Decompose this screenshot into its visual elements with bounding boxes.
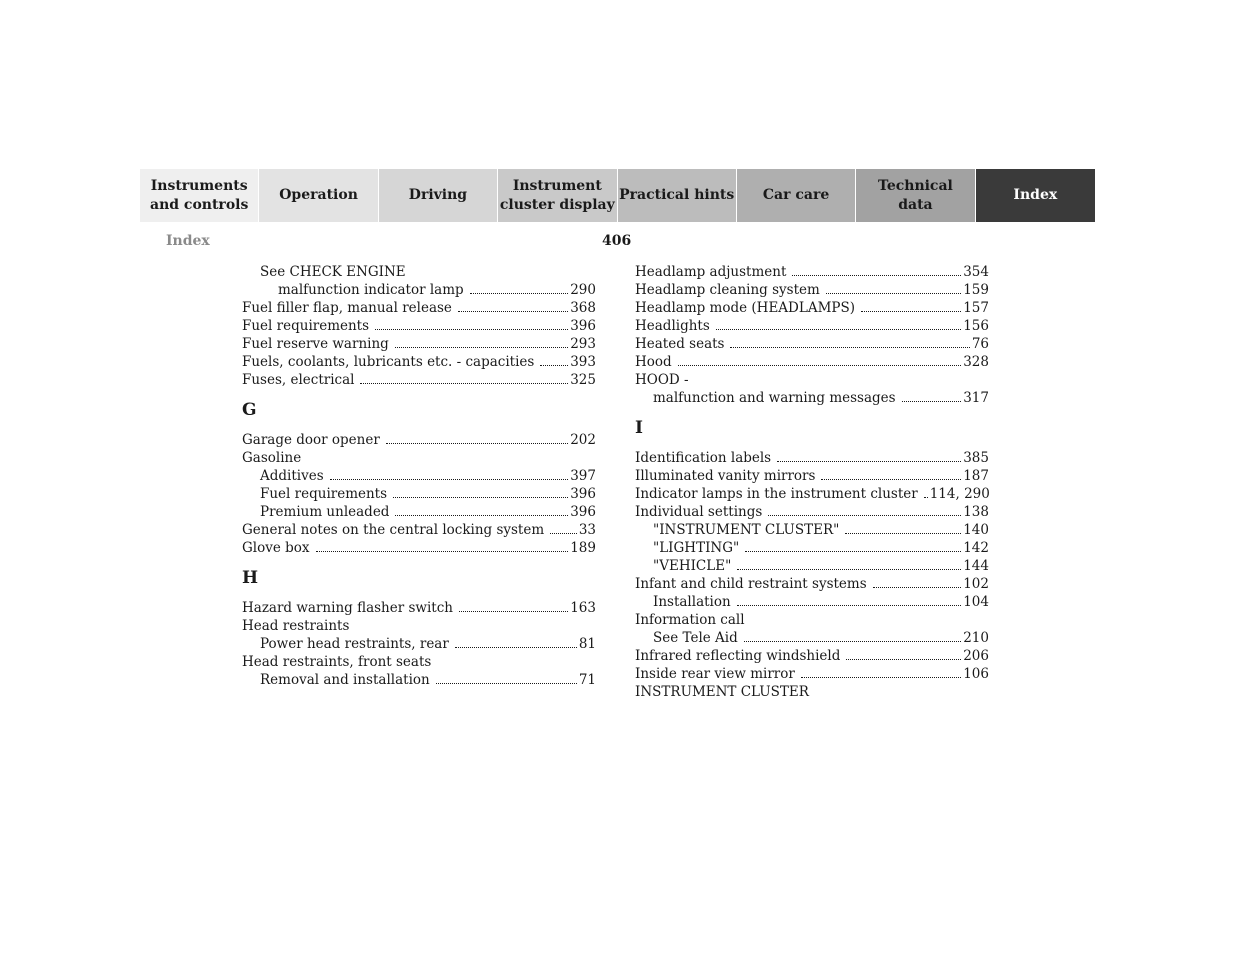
index-entry-text: Heated seats — [635, 336, 725, 352]
index-page-number[interactable]: 76 — [971, 336, 989, 352]
index-entry-text: Head restraints — [242, 618, 350, 634]
index-page-number[interactable]: 293 — [570, 336, 596, 352]
index-page-number[interactable]: 114, 290 — [929, 486, 990, 502]
dot-leader — [730, 334, 969, 348]
dot-leader — [902, 388, 962, 402]
index-page-number[interactable]: 33 — [578, 522, 596, 538]
index-page-number[interactable]: 144 — [963, 558, 989, 574]
dot-leader — [395, 334, 568, 348]
index-entry-text: Headlamp cleaning system — [635, 282, 820, 298]
index-entry-text: Headlamp mode (HEADLAMPS) — [635, 300, 856, 316]
dot-leader — [540, 352, 568, 366]
dot-leader — [845, 520, 961, 534]
index-entry[interactable] — [635, 593, 989, 611]
index-entry-text: Illuminated vanity mirrors — [635, 468, 816, 484]
index-entry-text: Identification labels — [635, 450, 772, 466]
tab-label: Operation — [279, 187, 358, 203]
index-entry-text: Premium unleaded — [260, 504, 390, 520]
index-entry[interactable] — [242, 353, 596, 371]
index-entry[interactable] — [242, 671, 596, 689]
dot-leader — [801, 664, 961, 678]
dot-leader — [821, 466, 961, 480]
dot-leader — [455, 634, 577, 648]
index-entry-text: malfunction indicator lamp — [278, 282, 464, 298]
index-heading — [242, 617, 596, 635]
index-page-number[interactable]: 325 — [570, 372, 596, 388]
index-entry-text: Hazard warning flasher switch — [242, 600, 453, 616]
dot-leader — [745, 538, 961, 552]
index-page-number[interactable]: 397 — [570, 468, 596, 484]
dot-leader — [768, 502, 961, 516]
dot-leader — [861, 298, 961, 312]
index-entry[interactable] — [635, 263, 989, 281]
index-entry-text: See Tele Aid — [653, 630, 738, 646]
index-entry[interactable] — [635, 299, 989, 317]
index-heading — [635, 611, 989, 629]
index-entry[interactable] — [635, 521, 989, 539]
index-entry[interactable] — [242, 299, 596, 317]
index-page-number[interactable]: 71 — [578, 672, 596, 688]
index-heading — [242, 449, 596, 467]
dot-leader — [458, 298, 568, 312]
index-entry-text: Hood — [635, 354, 672, 370]
index-entry-text: INSTRUMENT CLUSTER — [635, 684, 809, 700]
index-entry-text: See CHECK ENGINE — [260, 264, 406, 280]
index-page-number[interactable]: 396 — [570, 504, 596, 520]
index-page-number[interactable]: 206 — [963, 648, 989, 664]
index-page-number[interactable]: 189 — [570, 540, 596, 556]
tab-label: Instruments and controls — [150, 177, 249, 213]
index-entry-text: Fuel requirements — [260, 486, 388, 502]
index-page-number[interactable]: 157 — [963, 300, 989, 316]
index-entry-text: Inside rear view mirror — [635, 666, 795, 682]
tab-instrument-cluster-display[interactable] — [498, 169, 617, 222]
dot-leader — [395, 502, 568, 516]
index-entry[interactable] — [635, 353, 989, 371]
index-entry[interactable] — [635, 503, 989, 521]
index-entry[interactable] — [242, 599, 596, 617]
dot-leader — [470, 280, 569, 294]
tab-label: Index — [1013, 187, 1058, 203]
index-letter-heading: G — [242, 400, 257, 420]
index-entry-text: Fuel filler flap, manual release — [242, 300, 452, 316]
dot-leader — [792, 262, 961, 276]
tab-driving[interactable] — [379, 169, 498, 222]
index-letter-heading: H — [242, 568, 259, 588]
dot-leader — [924, 484, 928, 498]
index-page-number[interactable]: 159 — [963, 282, 989, 298]
index-page-number[interactable]: 385 — [963, 450, 989, 466]
dot-leader — [436, 670, 577, 684]
index-entry[interactable] — [635, 575, 989, 593]
index-entry[interactable] — [635, 665, 989, 683]
index-entry-text: Glove box — [242, 540, 310, 556]
index-entry-text: Infrared reflecting windshield — [635, 648, 841, 664]
tab-technical-data[interactable] — [856, 169, 975, 222]
dot-leader — [550, 520, 577, 534]
tab-label: Car care — [762, 187, 830, 203]
index-entry[interactable] — [635, 647, 989, 665]
dot-leader — [360, 370, 568, 384]
index-entry[interactable] — [635, 449, 989, 467]
index-entry[interactable] — [242, 335, 596, 353]
index-entry-text: Headlamp adjustment — [635, 264, 787, 280]
index-entry-text: HOOD - — [635, 372, 689, 388]
index-entry-text: Fuels, coolants, lubricants etc. - capacities — [242, 354, 535, 370]
index-entry-text: General notes on the central locking system — [242, 522, 545, 538]
index-entry[interactable] — [242, 431, 596, 449]
index-page-number[interactable]: 106 — [963, 666, 989, 682]
dot-leader — [459, 598, 568, 612]
dot-leader — [330, 466, 569, 480]
tab-label: Instrument cluster display — [499, 177, 615, 213]
dot-leader — [846, 646, 961, 660]
index-entry[interactable] — [635, 539, 989, 557]
index-page-number[interactable]: 328 — [963, 354, 989, 370]
index-page-number[interactable]: 354 — [963, 264, 989, 280]
dot-leader — [375, 316, 568, 330]
index-entry[interactable] — [635, 389, 989, 407]
index-page-number[interactable]: 210 — [963, 630, 989, 646]
index-page-number[interactable]: 368 — [570, 300, 596, 316]
index-entry-text: Head restraints, front seats — [242, 654, 432, 670]
index-page-number[interactable]: 156 — [963, 318, 989, 334]
index-page-number[interactable]: 140 — [963, 522, 989, 538]
index-page-number[interactable]: 396 — [570, 486, 596, 502]
index-entry[interactable] — [242, 635, 596, 653]
page-number: 406 — [602, 233, 632, 249]
index-entry[interactable] — [242, 467, 596, 485]
index-page-number[interactable]: 81 — [578, 636, 596, 652]
index-entry[interactable] — [242, 281, 596, 299]
index-entry-text: "INSTRUMENT CLUSTER" — [653, 522, 840, 538]
index-entry[interactable] — [242, 371, 596, 389]
index-heading — [635, 371, 989, 389]
index-entry-text: Additives — [260, 468, 324, 484]
dot-leader — [777, 448, 961, 462]
index-page-number[interactable]: 104 — [963, 594, 989, 610]
index-entry-text: Fuel reserve warning — [242, 336, 389, 352]
index-entry-text: Indicator lamps in the instrument cluster — [635, 486, 918, 502]
index-column-left — [242, 263, 596, 689]
index-entry[interactable] — [635, 557, 989, 575]
index-entry-text: Installation — [653, 594, 731, 610]
index-page-number[interactable]: 202 — [570, 432, 596, 448]
dot-leader — [737, 556, 961, 570]
index-page-number[interactable]: 187 — [963, 468, 989, 484]
dot-leader — [826, 280, 961, 294]
index-entry[interactable] — [242, 521, 596, 539]
index-entry[interactable] — [635, 485, 989, 503]
index-entry[interactable] — [635, 317, 989, 335]
index-page-number[interactable]: 317 — [963, 390, 989, 406]
tab-label: Technical data — [878, 177, 953, 213]
dot-leader — [393, 484, 568, 498]
section-tab-bar — [140, 169, 1095, 222]
index-entry-text: Power head restraints, rear — [260, 636, 449, 652]
dot-leader — [678, 352, 962, 366]
tab-label: Practical hints — [619, 187, 735, 203]
index-page-number[interactable]: 102 — [963, 576, 989, 592]
index-entry-text: "LIGHTING" — [653, 540, 740, 556]
index-entry-text: Removal and installation — [260, 672, 430, 688]
index-page-number[interactable]: 163 — [570, 600, 596, 616]
index-heading — [635, 683, 989, 701]
dot-leader — [716, 316, 961, 330]
index-page-number[interactable]: 138 — [963, 504, 989, 520]
tab-operation[interactable] — [259, 169, 378, 222]
dot-leader — [737, 592, 962, 606]
tab-instruments-and-controls[interactable] — [140, 169, 259, 222]
index-entry[interactable] — [242, 317, 596, 335]
index-entry-text: Individual settings — [635, 504, 763, 520]
index-letter-heading: I — [635, 418, 643, 438]
tab-practical-hints[interactable] — [618, 169, 737, 222]
index-entry-text: Garage door opener — [242, 432, 380, 448]
tab-index[interactable] — [976, 169, 1095, 222]
index-heading — [242, 263, 596, 281]
dot-leader — [316, 538, 569, 552]
index-page-number[interactable]: 290 — [570, 282, 596, 298]
index-page-number[interactable]: 393 — [570, 354, 596, 370]
index-entry-text: Fuses, electrical — [242, 372, 355, 388]
dot-leader — [873, 574, 962, 588]
dot-leader — [744, 628, 961, 642]
index-column-right — [635, 263, 989, 701]
index-entry-text: Gasoline — [242, 450, 302, 466]
index-entry-text: Headlights — [635, 318, 710, 334]
index-entry[interactable] — [635, 335, 989, 353]
index-entry-text: Information call — [635, 612, 745, 628]
index-entry-text: malfunction and warning messages — [653, 390, 896, 406]
index-entry[interactable] — [635, 281, 989, 299]
dot-leader — [386, 430, 568, 444]
index-entry[interactable] — [242, 485, 596, 503]
index-entry-text: Fuel requirements — [242, 318, 370, 334]
index-page-number[interactable]: 142 — [963, 540, 989, 556]
index-heading — [242, 653, 596, 671]
tab-car-care[interactable] — [737, 169, 856, 222]
index-entry[interactable] — [635, 629, 989, 647]
index-page-number[interactable]: 396 — [570, 318, 596, 334]
index-entry-text: Infant and child restraint systems — [635, 576, 867, 592]
index-entry-text: "VEHICLE" — [653, 558, 732, 574]
running-header-section: Index — [166, 233, 210, 249]
index-entry[interactable] — [242, 539, 596, 557]
tab-label: Driving — [408, 187, 468, 203]
index-entry[interactable] — [635, 467, 989, 485]
index-entry[interactable] — [242, 503, 596, 521]
